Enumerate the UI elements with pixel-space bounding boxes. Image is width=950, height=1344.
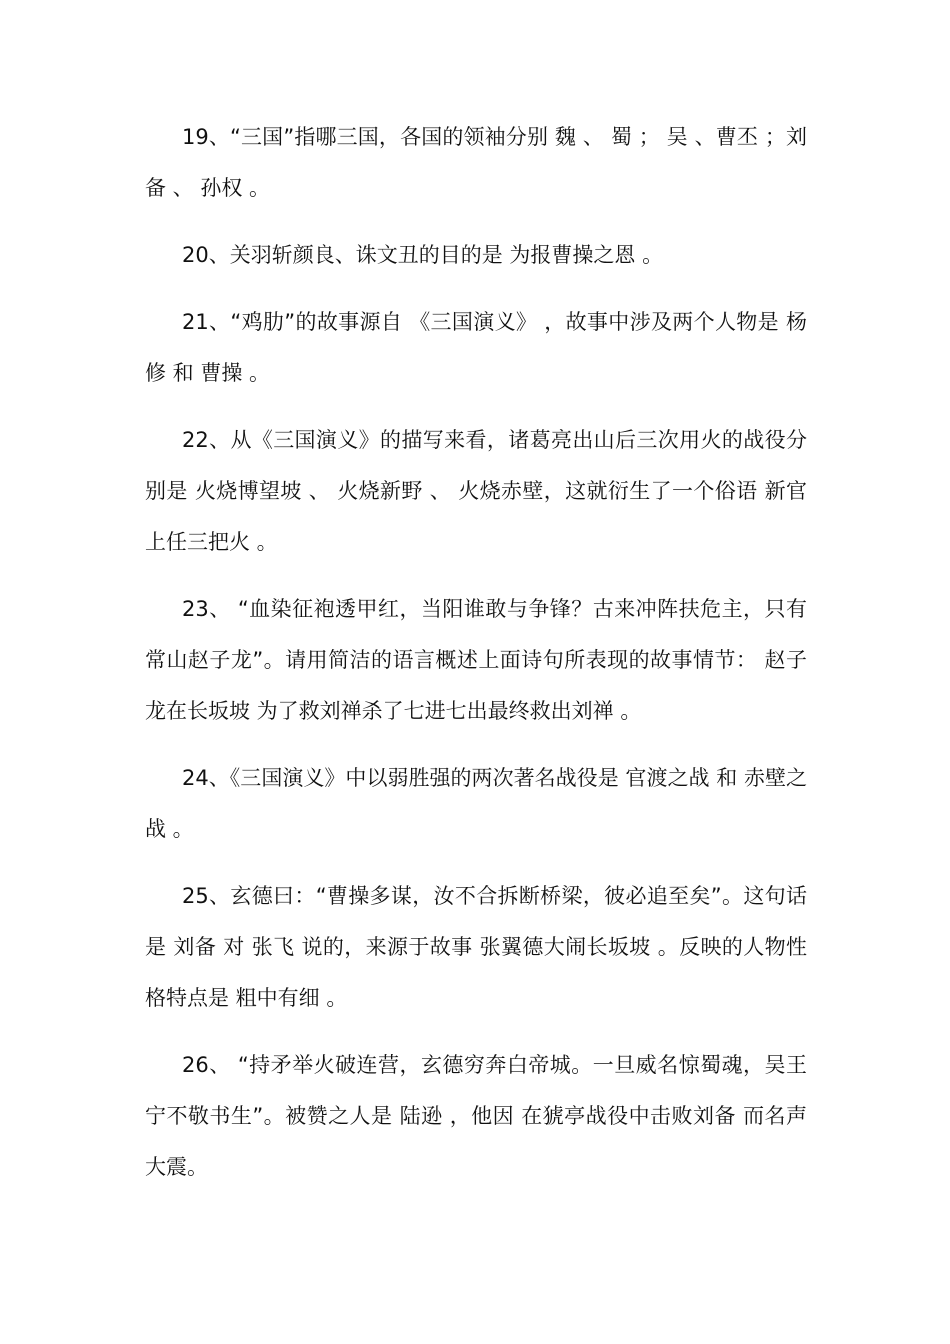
question-20: 20、关羽斩颜良、诛文丑的目的是 为报曹操之恩 。: [182, 243, 664, 267]
question-22: 22、从《三国演义》的描写来看，诸葛亮出山后三次用火的战役分别是 火烧博望坡 、 火烧新野 、 火烧赤壁，这就衍生了一个俗语 新官上任三把火 。: [145, 428, 807, 554]
spacer: [145, 737, 807, 753]
spacer: [145, 1024, 807, 1040]
spacer: [145, 568, 807, 584]
question-24: 24、《三国演义》中以弱胜强的两次著名战役是 官渡之战 和 赤壁之战 。: [145, 766, 807, 841]
question-19: 19、“三国”指哪三国，各国的领袖分别 魏 、 蜀 ； 吴 、曹丕 ；刘备 、 孙权 。: [145, 125, 807, 200]
question-25: 25、玄德曰：“曹操多谋，汝不合拆断桥梁，彼必追至矣”。这句话是 刘备 对 张飞 说的，来源于故事 张翼德大闹长坂坡 。反映的人物性格特点是 粗中有细 。: [145, 884, 807, 1010]
spacer: [145, 281, 807, 297]
question-26: 26、 “持矛举火破连营，玄德穷奔白帝城。一旦威名惊蜀魂，吴王宁不敬书生”。被赞之人是 陆逊 ，他因 在猇亭战役中击败刘备 而名声大震。: [145, 1053, 807, 1179]
spacer: [145, 214, 807, 230]
question-list: [145, 112, 807, 1193]
spacer: [145, 855, 807, 871]
question-23: 23、 “血染征袍透甲红，当阳谁敢与争锋？古来冲阵扶危主，只有常山赵子龙”。请用简洁的语言概述上面诗句所表现的故事情节： 赵子龙在长坂坡 为了救刘禅杀了七进七出最终救出刘禅 。: [145, 597, 807, 723]
question-21: 21、“鸡肋”的故事源自 《三国演义》 ，故事中涉及两个人物是 杨修 和 曹操 。: [145, 310, 807, 385]
spacer: [145, 399, 807, 415]
